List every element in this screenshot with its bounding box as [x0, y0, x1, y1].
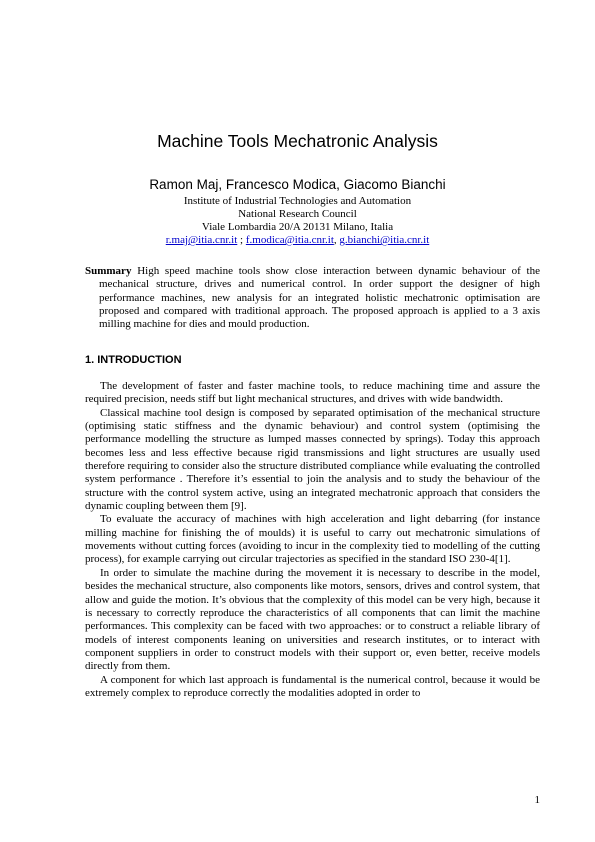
affiliation-address: Viale Lombardia 20/A 20131 Milano, Italia [201, 221, 394, 233]
introduction-body [85, 380, 540, 700]
email-link-maj[interactable]: r.maj@itia.cnr.it [165, 234, 238, 246]
email-separator: , [333, 234, 340, 246]
abstract-label: Summary [85, 265, 132, 277]
affiliation-institute: Institute of Industrial Technologies and Automation [183, 195, 412, 207]
paragraph: Classical machine tool design is composed by separated optimisation of the mechanical structure (optimising static stiffness and the dynamic behaviour) and control system (optimising the performance modelling the structure as lumped masses connected by springs). Today this approach becomes less and less effective because rigid transmissions and light structures are usually used therefore requiring to consider also the structure distributed compliance while evaluating the controlled system performance . Therefore it’s essential to join the analysis and to study the behaviour of the structure with the control system active, using an integrated mechatronic approach that considers the dynamic coupling between them [9]. [85, 406, 540, 513]
paragraph: The development of faster and faster machine tools, to reduce machining time and assure the required precision, needs stiff but light mechanical structures, and drives with wide bandwidth. [85, 380, 540, 406]
page-number: 1 [534, 794, 540, 806]
paper-title: Machine Tools Mechatronic Analysis [157, 131, 438, 151]
abstract [85, 265, 540, 331]
paragraph: A component for which last approach is fundamental is the numerical control, because it would be extremely complex to reproduce correctly the modalities adopted in order to [85, 673, 540, 699]
author-list: Ramon Maj, Francesco Modica, Giacomo Bianchi [149, 177, 446, 192]
affiliation-council: National Research Council [238, 208, 357, 220]
email-separator: ; [237, 234, 246, 246]
email-links [0, 234, 595, 247]
section-heading-introduction: 1. INTRODUCTION [85, 354, 182, 366]
paragraph: To evaluate the accuracy of machines with high acceleration and light debarring (for instance milling machine for finishing the of moulds) it is useful to carry out mechatronic simulations of movements without cutting forces (avoiding to incur in the complexity tied to modelling of the cutting process), for example carrying out circular trajectories as specified in the standard ISO 230-4[1]. [85, 513, 540, 566]
abstract-text: High speed machine tools show close interaction between dynamic behaviour of the mechanical structure, drives and numerical control. In order support the designer of high performance machines, new analysis for an integrated holistic mechatronic optimisation are proposed and compared with traditional approach. The proposed approach is applied to a 3 axis milling machine for dies and mould production. [99, 265, 540, 331]
email-link-modica[interactable]: f.modica@itia.cnr.it [245, 234, 334, 246]
paragraph: In order to simulate the machine during the movement it is necessary to describe in the model, besides the mechanical structure, also components like motors, sensors, drives and control system, that allow and guide the motion. It’s obvious that the complexity of this model can be very high, because it is necessary to correctly reproduce the characteristics of all components that can limit the machine performances. This complexity can be faced with two approaches: or to construct a reliable library of models of interest components leaning on universities and research institutes, or to interact with component suppliers in order to construct models with their support or, even better, receive models directly from them. [85, 566, 540, 673]
email-link-bianchi[interactable]: g.bianchi@itia.cnr.it [339, 234, 430, 246]
